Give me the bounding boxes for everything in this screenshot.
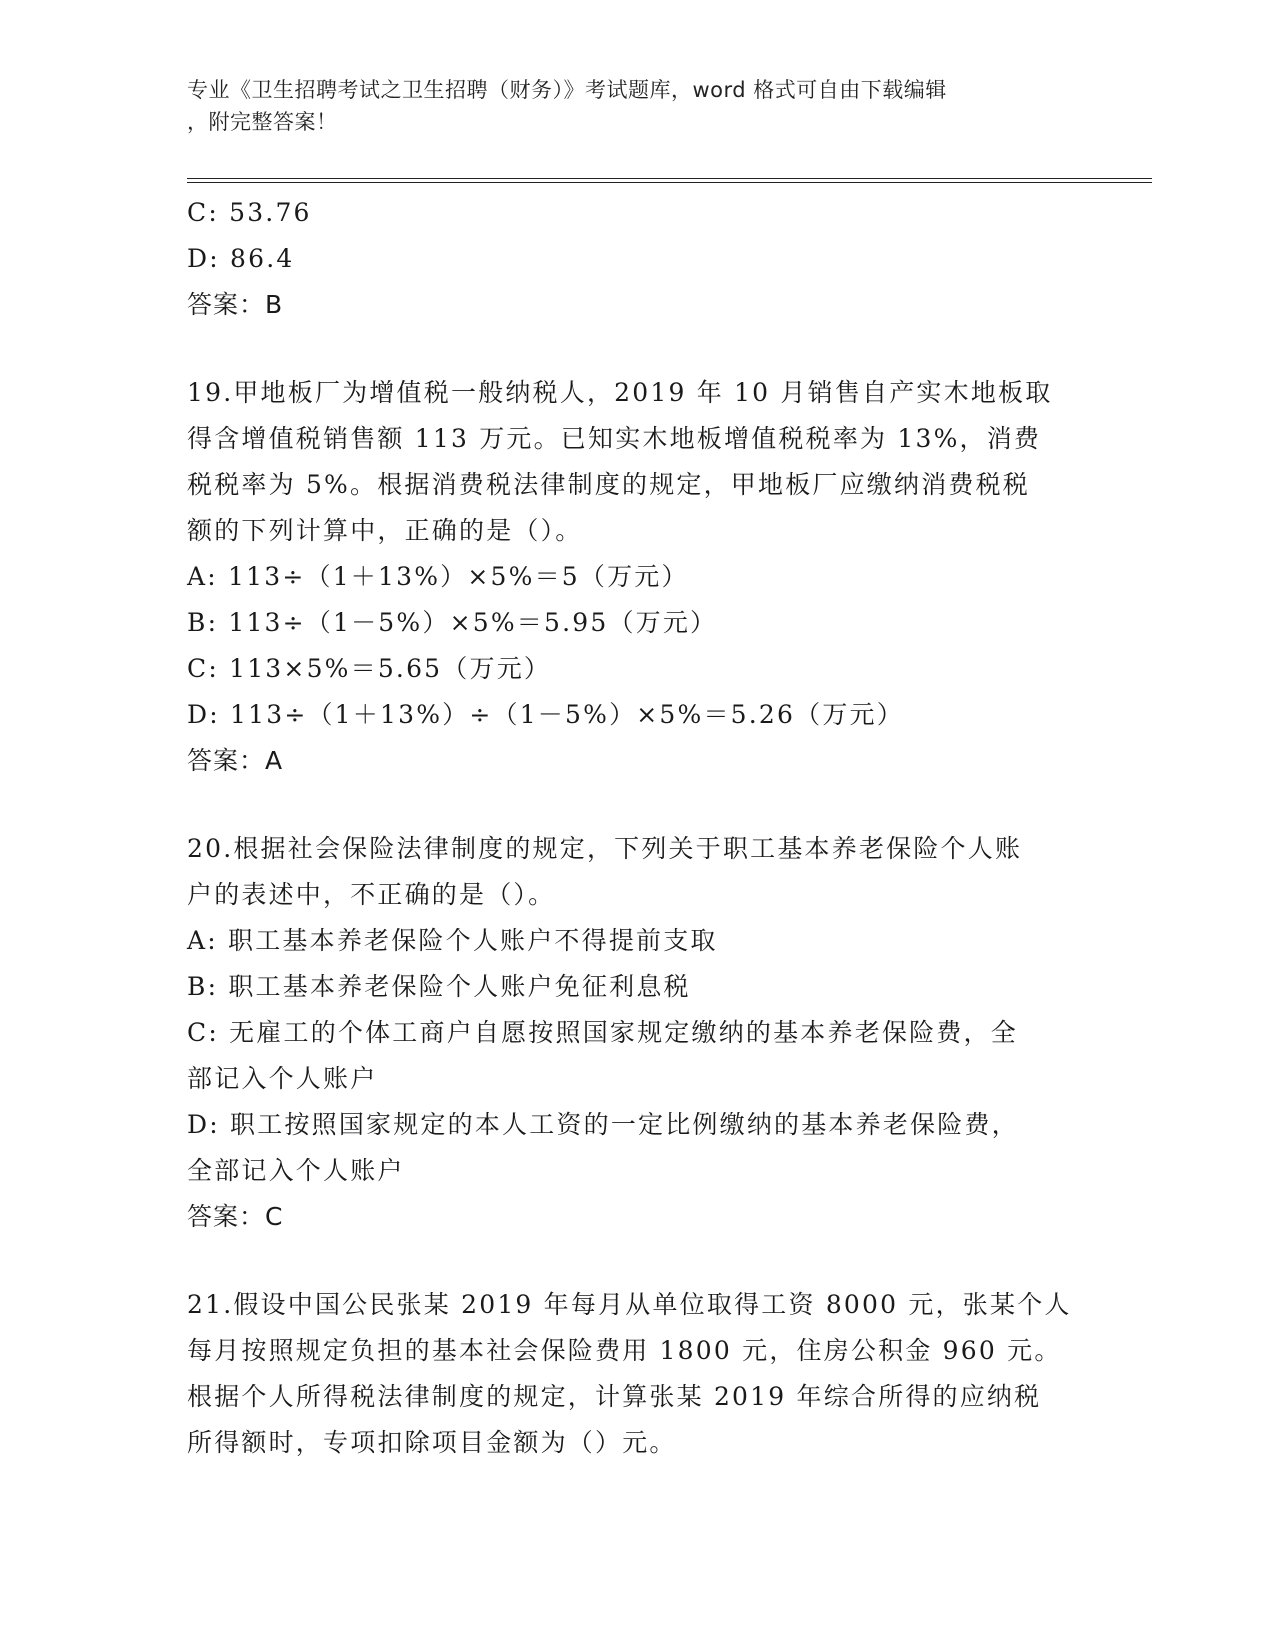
question-stem-line: 20.根据社会保险法律制度的规定，下列关于职工基本养老保险个人账 (187, 834, 1023, 863)
option-b: B: 职工基本养老保险个人账户免征利息税 (187, 972, 691, 1001)
option-c-continued: 部记入个人账户 (187, 1064, 378, 1093)
option-d: D: 职工按照国家规定的本人工资的一定比例缴纳的基本养老保险费， (187, 1110, 1019, 1139)
answer-label: 答案：C (187, 1202, 284, 1231)
header-divider (187, 178, 1152, 183)
option-b: B: 113÷（1－5%）×5%＝5.95（万元） (187, 608, 718, 637)
question-stem-line: 21.假设中国公民张某 2019 年每月从单位取得工资 8000 元，张某个人 (187, 1290, 1072, 1319)
option-d: D: 113÷（1＋13%）÷（1－5%）×5%＝5.26（万元） (187, 700, 904, 729)
question-stem-line: 19.甲地板厂为增值税一般纳税人，2019 年 10 月销售自产实木地板取 (187, 378, 1053, 407)
option-c: C: 53.76 (187, 198, 312, 227)
question-stem-line: 额的下列计算中，正确的是（）。 (187, 516, 583, 545)
spacer (187, 328, 1087, 370)
answer-label: 答案：B (187, 290, 284, 319)
option-c: C: 113×5%＝5.65（万元） (187, 654, 552, 683)
question-20 (187, 826, 1087, 1240)
header-line-2: ，附完整答案！ (187, 110, 338, 134)
option-d-continued: 全部记入个人账户 (187, 1156, 405, 1185)
question-stem-line: 户的表述中，不正确的是（）。 (187, 880, 556, 909)
header-line-1: 专业《卫生招聘考试之卫生招聘（财务）》考试题库，word 格式可自由下载编辑 (187, 78, 947, 102)
spacer (187, 1240, 1087, 1282)
question-stem-line: 税税率为 5%。根据消费税法律制度的规定，甲地板厂应缴纳消费税税 (187, 470, 1031, 499)
question-stem-line: 所得额时，专项扣除项目金额为（）元。 (187, 1428, 677, 1457)
question-stem-line: 得含增值税销售额 113 万元。已知实木地板增值税税率为 13%，消费 (187, 424, 1042, 453)
option-c: C: 无雇工的个体工商户自愿按照国家规定缴纳的基本养老保险费，全 (187, 1018, 1018, 1047)
option-a: A: 113÷（1＋13%）×5%＝5（万元） (187, 562, 689, 591)
spacer (187, 784, 1087, 826)
option-d: D: 86.4 (187, 244, 295, 273)
question-21 (187, 1282, 1087, 1466)
answer-label: 答案：A (187, 746, 284, 775)
question-stem-line: 根据个人所得税法律制度的规定，计算张某 2019 年综合所得的应纳税 (187, 1382, 1042, 1411)
question-content (187, 190, 1087, 1466)
question-stem-line: 每月按照规定负担的基本社会保险费用 1800 元，住房公积金 960 元。 (187, 1336, 1062, 1365)
question-19 (187, 370, 1087, 784)
page-header (187, 74, 1087, 138)
option-a: A: 职工基本养老保险个人账户不得提前支取 (187, 926, 718, 955)
question-18 (187, 190, 1087, 328)
